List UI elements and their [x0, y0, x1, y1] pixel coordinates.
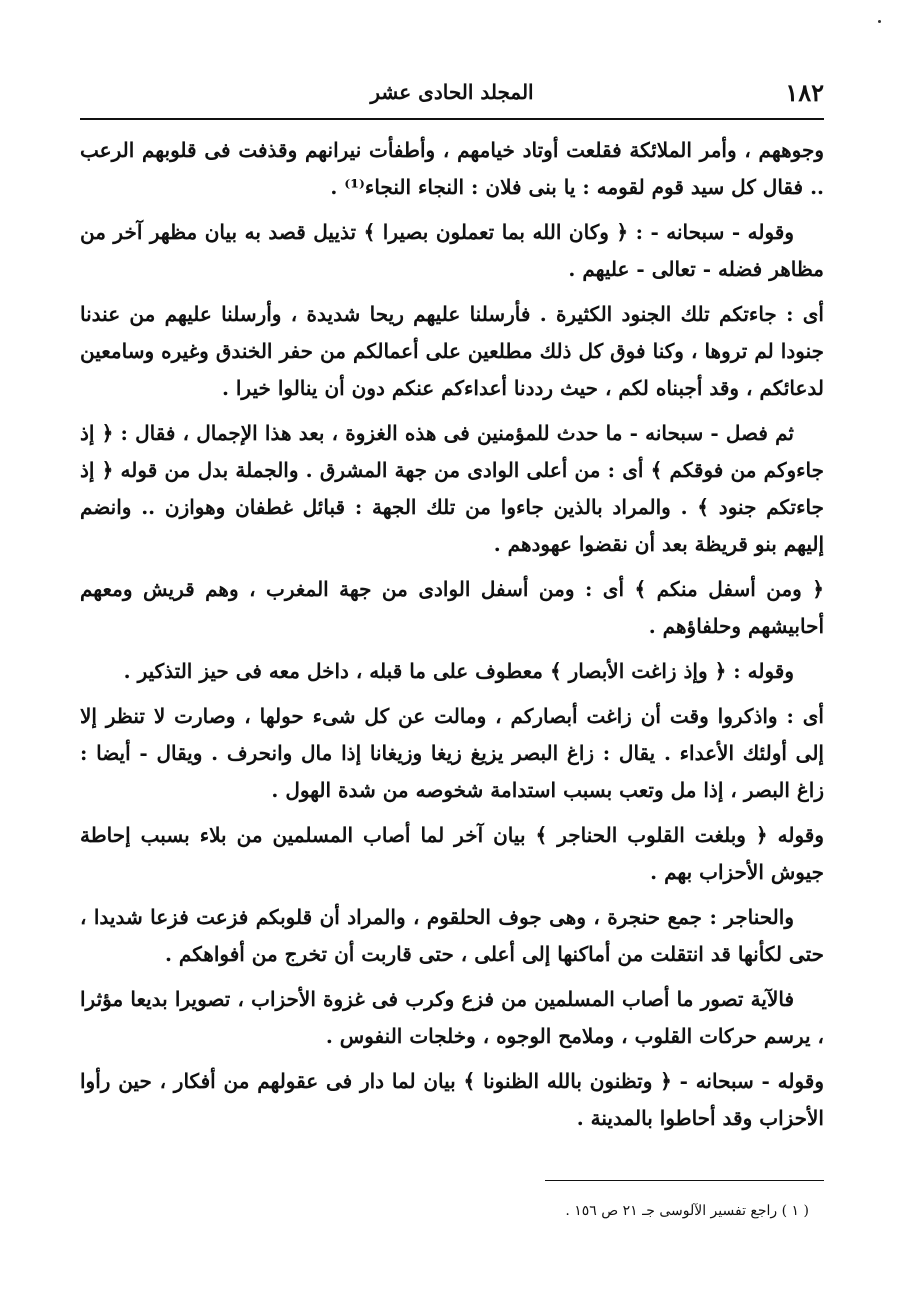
page-number: ١٨٢	[785, 78, 824, 107]
paragraph: وقوله ﴿ وبلغت القلوب الحناجر ﴾ بيان آخر لما أصاب المسلمين من بلاء بسبب إحاطة جيوش الأحزاب بهم .	[80, 823, 824, 884]
header-rule	[80, 118, 824, 120]
paragraph: وقوله - سبحانه - ﴿ وتظنون بالله الظنونا ﴾ بيان لما دار فى عقولهم من أفكار ، حين رأوا الأحزاب وقد أحاطوا بالمدينة .	[80, 1069, 824, 1130]
paragraph: وقوله - سبحانه - : ﴿ وكان الله بما تعملون بصيرا ﴾ تذييل قصد به بيان مظهر آخر من مظاهر فضله - تعالى - عليهم .	[80, 220, 824, 281]
scan-speck	[878, 20, 881, 23]
paragraph: وجوههم ، وأمر الملائكة فقلعت أوتاد خيامهم ، وأطفأت نيرانهم وقذفت فى قلوبهم الرعب .. فقال كل سيد قوم لقومه : يا بنى فلان : النجاء النجاء⁽¹⁾ .	[80, 138, 824, 199]
footnote-rule	[545, 1180, 824, 1181]
body-text	[80, 132, 824, 1137]
paragraph: ﴿ ومن أسفل منكم ﴾ أى : ومن أسفل الوادى من جهة المغرب ، وهم قريش ومعهم أحابيشهم وحلفاؤهم .	[80, 577, 824, 638]
paragraph: فالآية تصور ما أصاب المسلمين من فزع وكرب فى غزوة الأحزاب ، تصويرا بديعا مؤثرا ، يرسم حركات القلوب ، وملامح الوجوه ، وخلجات النفوس .	[80, 987, 824, 1048]
page-header	[80, 76, 824, 112]
paragraph: أى : جاءتكم تلك الجنود الكثيرة . فأرسلنا عليهم ريحا شديدة ، وأرسلنا عليهم من عندنا جنودا لم تروها ، وكنا فوق كل ذلك مطلعين على أعمالكم من حفر الخندق وغيره وسامعين لدعائكم ، وقد أجبناه لكم ، حيث رددنا أعداءكم عنكم دون أن ينالوا خيرا .	[80, 302, 824, 400]
running-title: المجلد الحادى عشر	[370, 80, 534, 104]
paragraph: ثم فصل - سبحانه - ما حدث للمؤمنين فى هذه الغزوة ، بعد هذا الإجمال ، فقال : ﴿ إذ جاءوكم من فوقكم ﴾ أى : من أعلى الوادى من جهة المشرق . والجملة بدل من قوله ﴿ إذ جاءتكم جنود ﴾ . والمراد بالذين جاءوا من تلك الجهة : قبائل غطفان وهوازن .. وانضم إليهم بنو قريظة بعد أن نقضوا عهودهم .	[80, 421, 824, 556]
paragraph: وقوله : ﴿ وإذ زاغت الأبصار ﴾ معطوف على ما قبله ، داخل معه فى حيز التذكير .	[123, 659, 794, 683]
paragraph: والحناجر : جمع حنجرة ، وهى جوف الحلقوم ، والمراد أن قلوبكم فزعت فزعا شديدا ، حتى لكأنها قد انتقلت من أماكنها إلى أعلى ، حتى قاربت أن تخرج من أفواهكم .	[80, 905, 824, 966]
paragraph: أى : واذكروا وقت أن زاغت أبصاركم ، ومالت عن كل شىء حولها ، وصارت لا تنظر إلا إلى أولئك الأعداء . يقال : زاغ البصر يزيغ زيغا وزيغانا إذا مال وانحرف . ويقال - أيضا : زاغ البصر ، إذا مل وتعب بسبب استدامة شخوصه من شدة الهول .	[80, 704, 824, 802]
footnote: ( ١ ) راجع تفسير الآلوسى جـ ٢١ ص ١٥٦ .	[565, 1203, 809, 1219]
